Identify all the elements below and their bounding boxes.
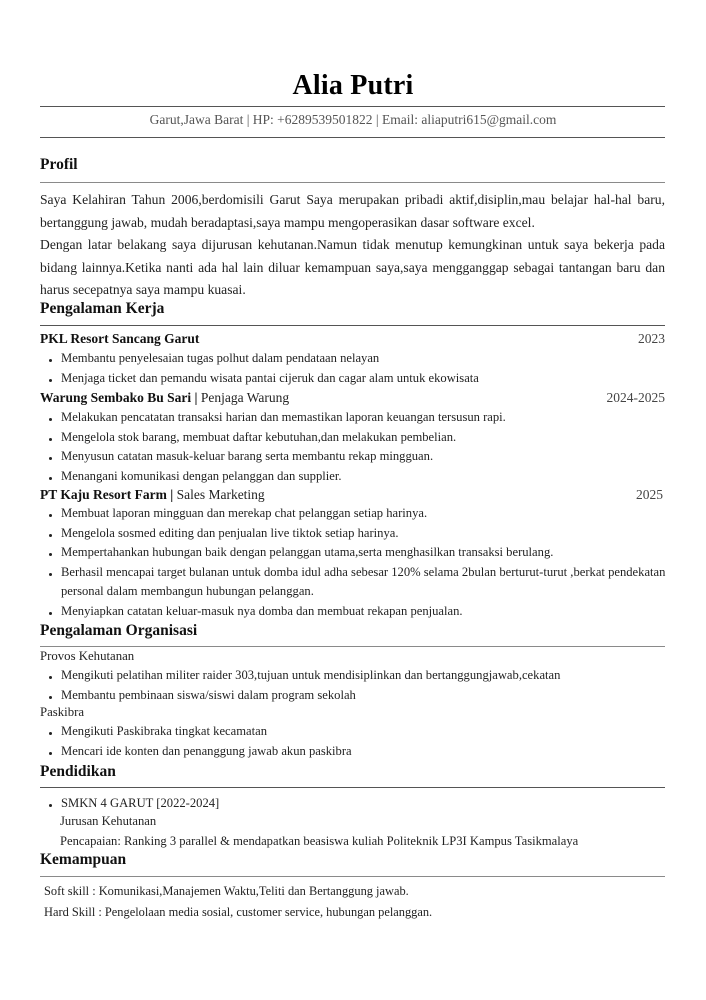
resume-name: Alia Putri (292, 70, 414, 101)
list-item: Mengikuti pelatihan militer raider 303,tujuan untuk mendisiplinkan dan bertanggungjawab,cekatan (46, 666, 671, 686)
list-item: Membantu pembinaan siswa/siswi dalam program sekolah (46, 686, 671, 706)
section-divider-skills (40, 876, 665, 877)
job-role: Penjaga Warung (197, 390, 290, 405)
list-item: Berhasil mencapai target bulanan untuk domba idul adha sebesar 120% selama 2bulan berturut-turut ,berkat pendekatan personal dalam membangun hubungan pelanggan. (46, 563, 666, 602)
job-company: PKL Resort Sancang Garut (40, 331, 200, 346)
education-achievement: Pencapaian: Ranking 3 parallel & mendapatkan beasiswa kuliah Politeknik LP3I Kampus Tasikmalaya (60, 834, 579, 848)
org-bullets (46, 722, 671, 761)
list-item: Menyiapkan catatan keluar-masuk nya domba dan membuat rekapan penjualan. (46, 602, 666, 622)
job-header (40, 331, 665, 347)
profil-paragraph: Dengan latar belakang saya dijurusan kehutanan.Namun tidak menutup kemungkinan untuk saya bekerja pada bidang lainnya.Ketika nanti ada hal lain diluar kemampuan saya,saya mengganggap sebagai tantangan baru dan harus secepatnya saya mampu kuasai. (40, 237, 665, 297)
list-item: Mengikuti Paskibraka tingkat kecamatan (46, 722, 671, 742)
job-bullets (46, 408, 671, 486)
header-divider-top (40, 106, 665, 107)
education-major: Jurusan Kehutanan (60, 814, 157, 828)
soft-skills: Soft skill : Komunikasi,Manajemen Waktu,Teliti dan Bertanggung jawab. (44, 884, 409, 898)
list-item: Membuat laporan mingguan dan merekap chat pelanggan setiap harinya. (46, 504, 666, 524)
section-title-profil: Profil (40, 156, 78, 173)
job-company: PT Kaju Resort Farm | (40, 487, 174, 502)
list-item: Mengelola sosmed editing dan penjualan live tiktok setiap harinya. (46, 524, 666, 544)
job-header (40, 487, 665, 503)
job-year: 2023 (638, 331, 665, 346)
list-item: Mengelola stok barang, membuat daftar kebutuhan,dan melakukan pembelian. (46, 428, 671, 448)
job-year: 2025 (636, 487, 663, 502)
job-header (40, 390, 665, 406)
job-role: Sales Marketing (173, 487, 265, 502)
list-item: Melakukan pencatatan transaksi harian dan memastikan laporan keuangan tersusun rapi. (46, 408, 671, 428)
section-divider-organization (40, 646, 665, 647)
section-divider-education (40, 787, 665, 788)
job-year: 2024-2025 (606, 390, 665, 405)
section-title-skills: Kemampuan (40, 851, 127, 868)
profil-text (40, 189, 665, 302)
section-divider-experience (40, 325, 665, 326)
list-item: Mencari ide konten dan penanggung jawab akun paskibra (46, 742, 671, 762)
section-title-education: Pendidikan (40, 763, 116, 780)
list-item: SMKN 4 GARUT [2022-2024] (46, 794, 671, 814)
job-bullets (46, 349, 671, 388)
org-bullets (46, 666, 671, 705)
hard-skills: Hard Skill : Pengelolaan media sosial, customer service, hubungan pelanggan. (44, 905, 433, 919)
list-item: Mempertahankan hubungan baik dengan pelanggan utama,serta menghasilkan transaksi berulang. (46, 543, 666, 563)
org-name: Provos Kehutanan (40, 649, 135, 663)
list-item: Membantu penyelesaian tugas polhut dalam pendataan nelayan (46, 349, 671, 369)
list-item: Menyusun catatan masuk-keluar barang serta membantu rekap mingguan. (46, 447, 671, 467)
section-title-experience: Pengalaman Kerja (40, 300, 165, 317)
job-bullets (46, 504, 666, 621)
section-title-organization: Pengalaman Organisasi (40, 622, 198, 639)
list-item: Menangani komunikasi dengan pelanggan dan supplier. (46, 467, 671, 487)
job-company: Warung Sembako Bu Sari | (40, 390, 198, 405)
header-divider-bottom (40, 137, 665, 138)
section-divider-profil (40, 182, 665, 183)
profil-paragraph: Saya Kelahiran Tahun 2006,berdomisili Garut Saya merupakan pribadi aktif,disiplin,mau belajar hal-hal baru, bertanggung jawab, mudah beradaptasi,saya mampu mengoperasikan dasar software excel. (40, 192, 665, 230)
contact-info: Garut,Jawa Barat | HP: +6289539501822 | Email: aliaputri615@gmail.com (149, 112, 557, 127)
education-bullets (46, 794, 671, 814)
org-name: Paskibra (40, 705, 85, 719)
list-item: Menjaga ticket dan pemandu wisata pantai cijeruk dan cagar alam untuk ekowisata (46, 369, 671, 389)
